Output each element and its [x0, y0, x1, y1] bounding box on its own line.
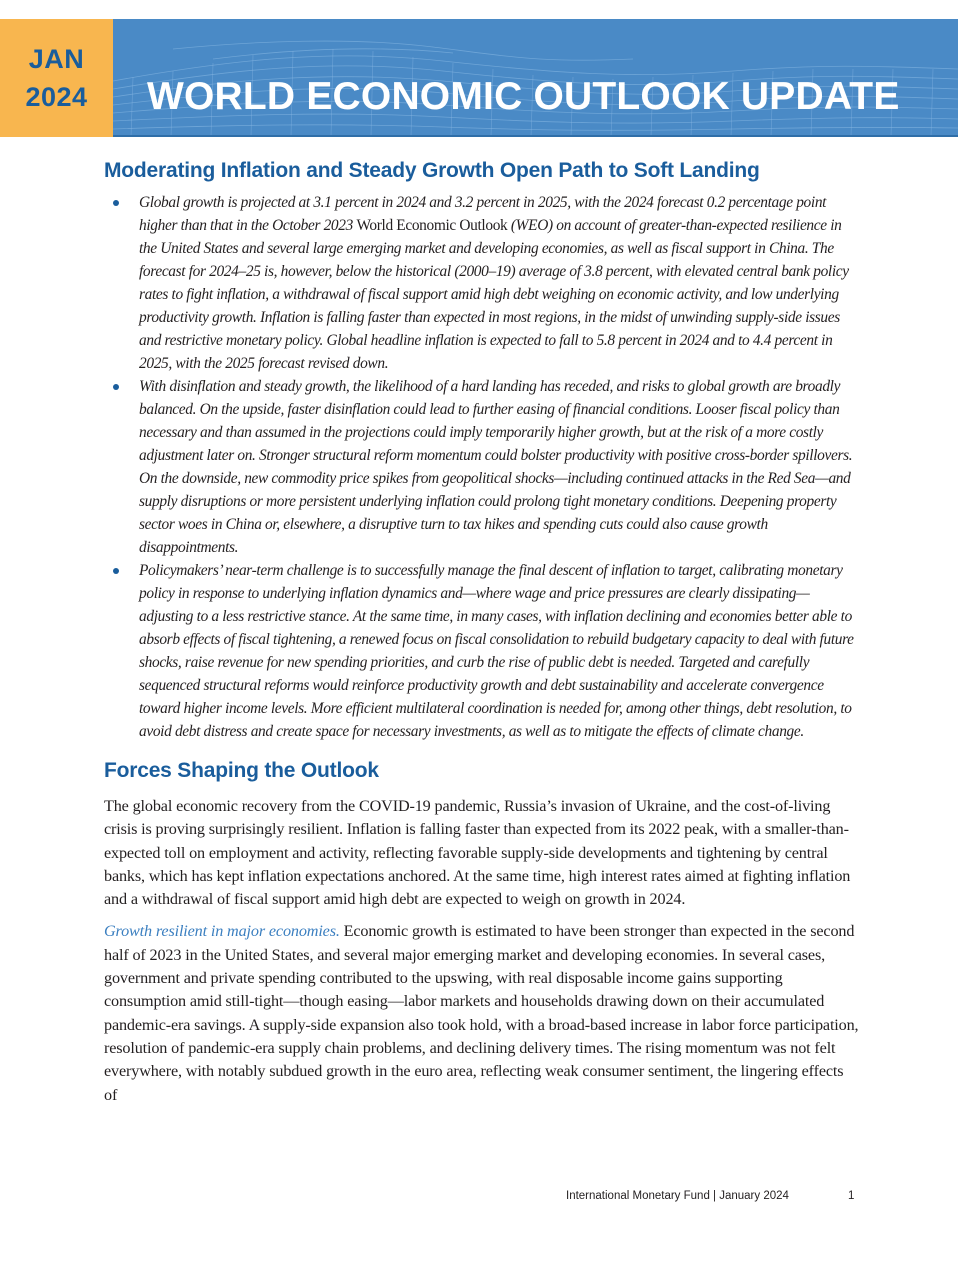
- page-content: [104, 155, 860, 1107]
- report-title: WORLD ECONOMIC OUTLOOK UPDATE: [147, 75, 900, 118]
- body-paragraph: The global economic recovery from the COVID-19 pandemic, Russia’s invasion of Ukraine, and the cost-of-living crisis is proving surprisingly resilient. Inflation is falling faster than expected from its 2022 peak, with a smaller-than-expected toll on employment and activity, reflecting favorable supply-side developments and tightening by central banks, which has kept inflation expectations anchored. At the same time, high interest rates aimed at fighting inflation and a withdrawal of fiscal support amid high debt are expected to weigh on growth in 2024.: [104, 797, 851, 909]
- weo-publication-name: World Economic Outlook: [356, 217, 508, 234]
- bullet-text-part: (WEO) on account of greater-than-expected resilience in the United States and several large emerging market and developing economies, as well as fiscal support in China. The forecast for 2024–25 is, however, below the historical (2000–19) average of 3.8 percent, with elevated central bank policy rates to fight inflation, a withdrawal of fiscal support amid high debt weighing on economic activity, and low underlying productivity growth. Inflation is falling faster than expected in most regions, in the midst of unwinding supply-side issues and restrictive monetary policy. Global headline inflation is expected to fall to 5.8 percent in 2024 and to 4.4 percent in 2025, with the 2025 forecast revised down.: [139, 217, 849, 372]
- body-paragraph: [104, 920, 860, 1106]
- bullet-icon: [113, 200, 119, 206]
- section-heading-soft-landing: Moderating Inflation and Steady Growth Open Path to Soft Landing: [104, 159, 760, 182]
- summary-bullet: [104, 191, 860, 375]
- issue-month: JAN: [28, 44, 85, 74]
- page-footer: International Monetary Fund | January 2024: [566, 1190, 789, 1202]
- paragraph-text: Economic growth is estimated to have been stronger than expected in the second half of 2023 in the United States, and several major emerging market and developing economies. In several cases, government and private spending contributed to the upswing, with real disposable income gains supporting consumption amid still-tight—though easing—labor markets and households drawing down on their accumulated pandemic-era savings. A supply-side expansion also took hold, with a broad-based increase in labor force participation, resolution of pandemic-era supply chain problems, and declining delivery times. The rising momentum was not felt everywhere, with notably subdued growth in the euro area, reflecting weak consumer sentiment, the lingering effects of: [104, 922, 859, 1104]
- bullet-text: With disinflation and steady growth, the likelihood of a hard landing has receded, and risks to global growth are broadly balanced. On the upside, faster disinflation could lead to further easing of financial conditions. Looser fiscal policy than necessary and than assumed in the projections could imply temporarily higher growth, but at the risk of a more costly adjustment later on. Stronger structural reform momentum could bolster productivity with positive cross-border spillovers. On the downside, new commodity price spikes from geopolitical shocks—including continued attacks in the Red Sea—and supply disruptions or more persistent underlying inflation could prolong tight monetary conditions. Deepening property sector woes in China or, elsewhere, a disruptive turn to tax hikes and spending cuts could also cause growth disappointments.: [139, 378, 853, 556]
- bullet-text: [139, 191, 860, 375]
- paragraph-lead-in: Growth resilient in major economies.: [104, 922, 340, 941]
- issue-date-box: [0, 19, 113, 137]
- title-band: [113, 19, 958, 137]
- summary-bullet-list: [104, 191, 860, 743]
- summary-bullet: [104, 559, 860, 743]
- page-number: 1: [848, 1190, 855, 1202]
- section-heading-forces: Forces Shaping the Outlook: [104, 759, 379, 782]
- bullet-icon: [113, 568, 119, 574]
- issue-year: 2024: [25, 82, 88, 112]
- bullet-text-part: Global growth is projected at 3.1 percent in 2024 and 3.2 percent in 2025, with the 2024 forecast 0.2 percentage point higher than that in the October 2023: [139, 194, 827, 234]
- summary-bullet: [104, 375, 860, 559]
- bullet-text: Policymakers’ near-term challenge is to successfully manage the final descent of inflation to target, calibrating monetary policy in response to underlying inflation dynamics and—where wage and price pressures are clearly dissipating—adjusting to a less restrictive stance. At the same time, in many cases, with inflation declining and economies better able to absorb effects of fiscal tightening, a renewed focus on fiscal consolidation to rebuild budgetary capacity to deal with future shocks, raise revenue for new spending priorities, and curb the rise of public debt is needed. Targeted and carefully sequenced structural reforms would reinforce productivity growth and debt sustainability and accelerate convergence toward higher income levels. More efficient multilateral coordination is needed for, among other things, debt resolution, to avoid debt distress and create space for necessary investments, as well as to mitigate the effects of climate change.: [139, 562, 854, 740]
- forces-section: [104, 755, 860, 1107]
- report-banner: [0, 19, 958, 137]
- bullet-icon: [113, 384, 119, 390]
